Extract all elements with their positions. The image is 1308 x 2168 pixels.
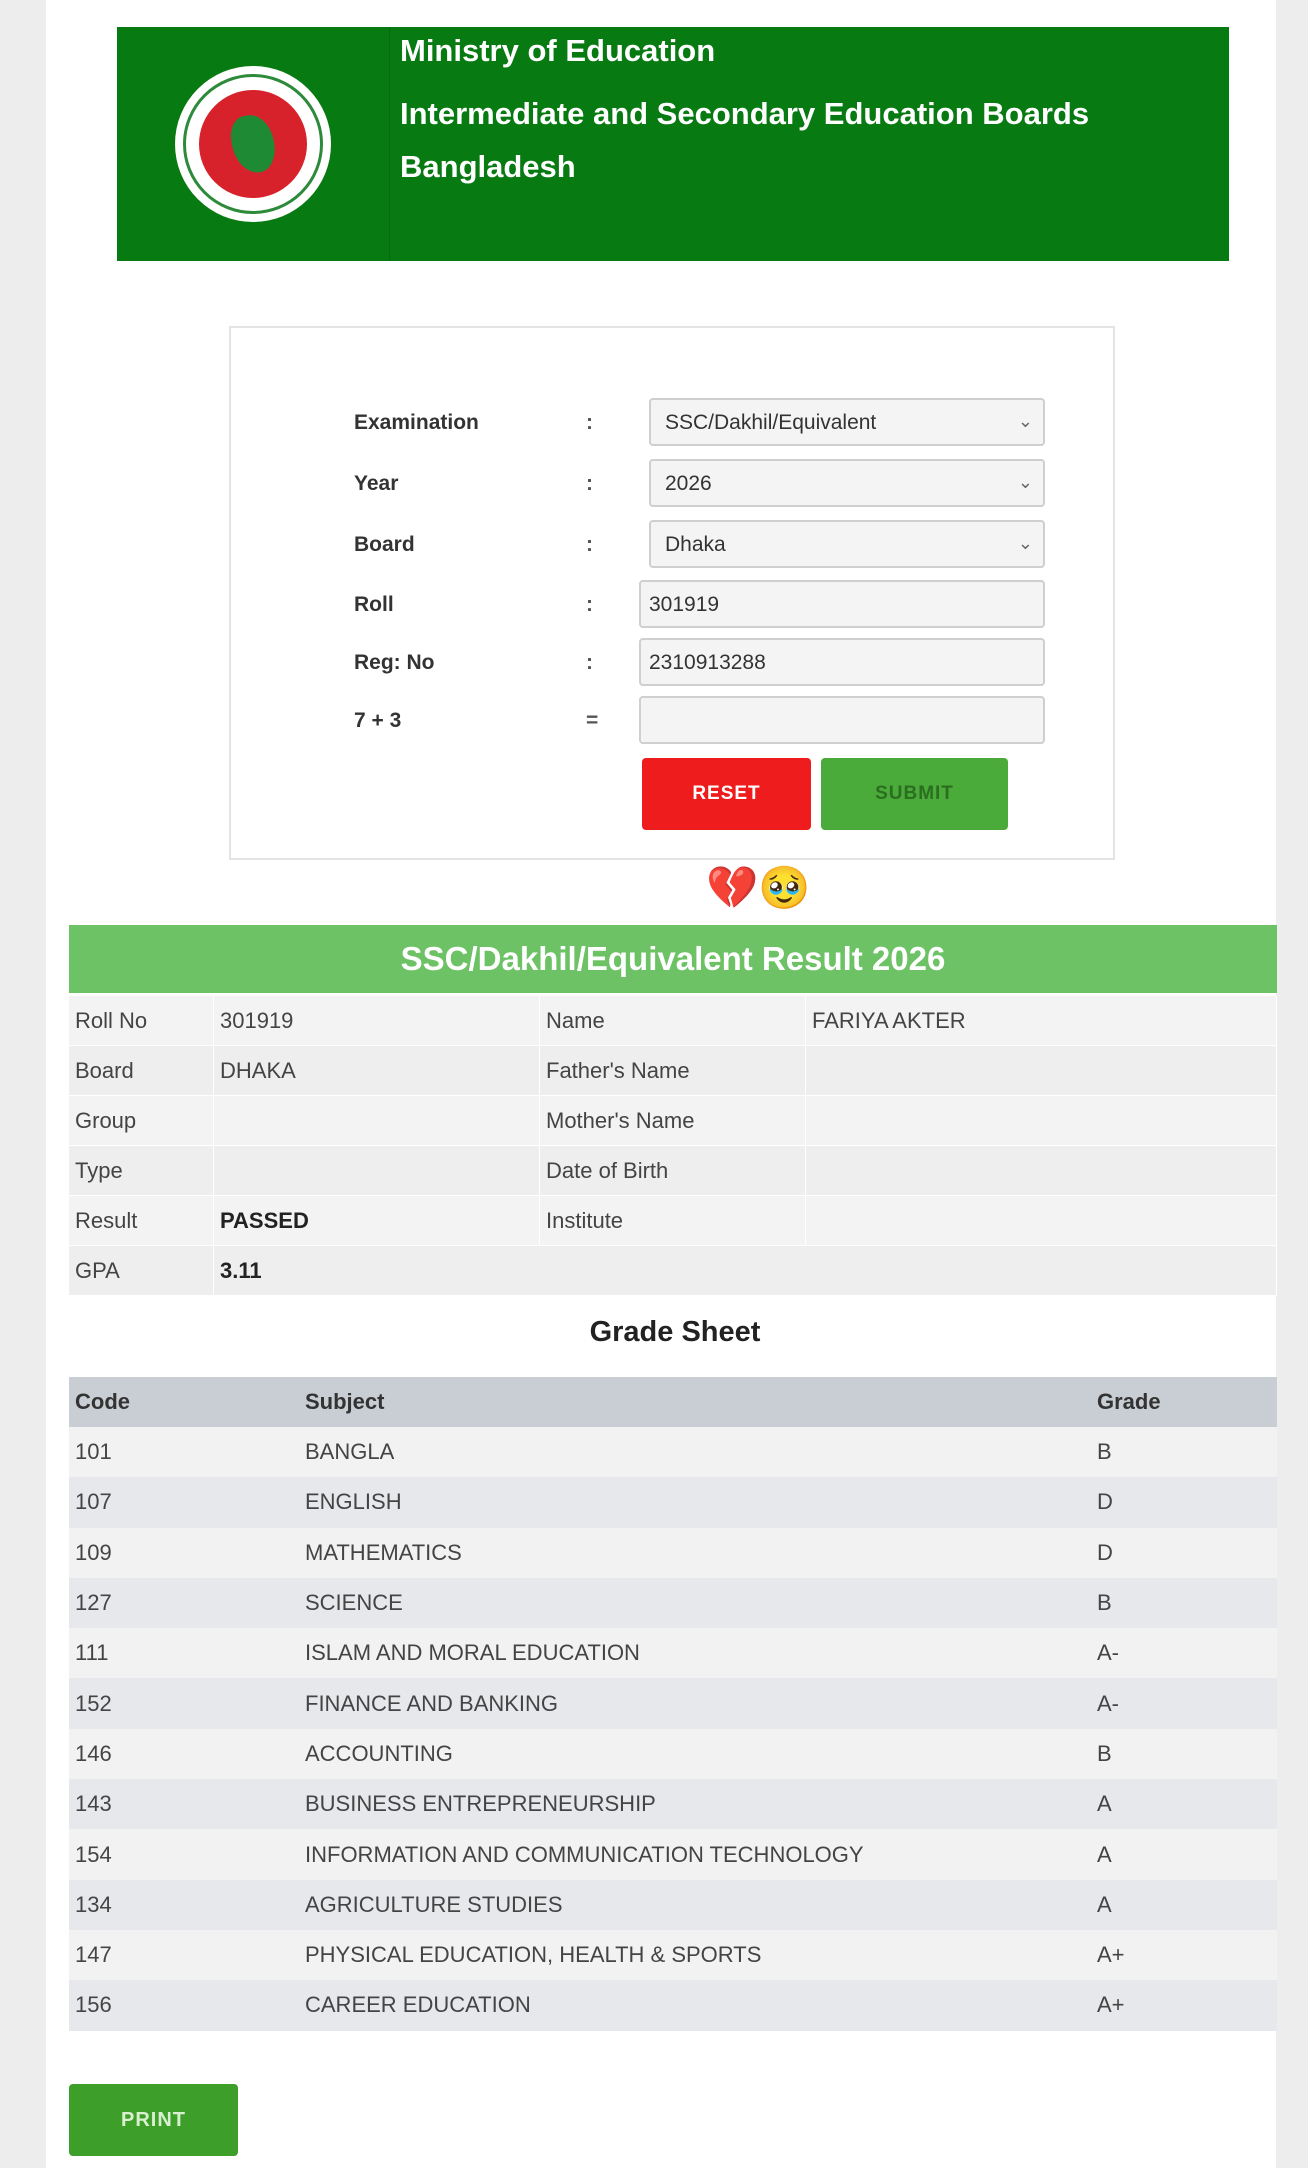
subject-grade: A+ [1091, 1930, 1277, 1980]
site-header [117, 27, 1229, 261]
table-row [69, 1246, 1277, 1296]
examination-selected-value: SSC/Dakhil/Equivalent [665, 411, 877, 434]
subject-code: 146 [69, 1729, 299, 1779]
subject-code: 143 [69, 1779, 299, 1829]
institute-label: Institute [540, 1196, 806, 1246]
result-title: SSC/Dakhil/Equivalent Result 2026 [69, 925, 1277, 993]
year-label: Year [354, 472, 399, 495]
year-selected-value: 2026 [665, 472, 712, 495]
result-label: Result [69, 1196, 214, 1246]
institute-value [806, 1196, 1277, 1246]
logo-container [117, 27, 390, 261]
table-row [69, 1628, 1277, 1678]
subject-grade: A [1091, 1880, 1277, 1930]
year-row [231, 459, 1113, 507]
colon: : [586, 533, 593, 556]
column-header-grade: Grade [1091, 1377, 1277, 1427]
subject-grade: A+ [1091, 1980, 1277, 2030]
subject-name: PHYSICAL EDUCATION, HEALTH & SPORTS [299, 1930, 1091, 1980]
subject-code: 154 [69, 1829, 299, 1879]
subject-code: 101 [69, 1427, 299, 1477]
type-value [214, 1146, 540, 1196]
subject-name: SCIENCE [299, 1578, 1091, 1628]
roll-input[interactable]: 301919 [639, 580, 1045, 628]
reg-label: Reg: No [354, 651, 435, 674]
board-label: Board [354, 533, 415, 556]
mother-name-value [806, 1096, 1277, 1146]
subject-code: 109 [69, 1528, 299, 1578]
captcha-label: 7 + 3 [354, 709, 402, 732]
name-value: FARIYA AKTER [806, 996, 1277, 1046]
dob-value [806, 1146, 1277, 1196]
table-row [69, 1427, 1277, 1477]
page [46, 0, 1276, 2168]
subject-code: 147 [69, 1930, 299, 1980]
father-name-value [806, 1046, 1277, 1096]
reg-row [231, 638, 1113, 686]
table-row [69, 1528, 1277, 1578]
grade-sheet-table [69, 1377, 1277, 2031]
reset-button[interactable]: RESET [642, 758, 811, 830]
student-info-table [69, 996, 1277, 1296]
subject-grade: A- [1091, 1678, 1277, 1728]
subject-name: BUSINESS ENTREPRENEURSHIP [299, 1779, 1091, 1829]
table-row [69, 1146, 1277, 1196]
colon: : [586, 472, 593, 495]
result-value: PASSED [214, 1196, 540, 1246]
subject-name: BANGLA [299, 1427, 1091, 1477]
subject-name: AGRICULTURE STUDIES [299, 1880, 1091, 1930]
subject-grade: B [1091, 1729, 1277, 1779]
subject-name: ENGLISH [299, 1477, 1091, 1527]
table-row [69, 1678, 1277, 1728]
dob-label: Date of Birth [540, 1146, 806, 1196]
reg-input[interactable]: 2310913288 [639, 638, 1045, 686]
board-label: Board [69, 1046, 214, 1096]
subject-grade: D [1091, 1477, 1277, 1527]
subject-code: 111 [69, 1628, 299, 1678]
subject-name: CAREER EDUCATION [299, 1980, 1091, 2030]
board-selected-value: Dhaka [665, 533, 726, 556]
subject-grade: B [1091, 1578, 1277, 1628]
chevron-down-icon: ⌄ [1017, 533, 1033, 553]
roll-no-label: Roll No [69, 996, 214, 1046]
roll-label: Roll [354, 593, 394, 616]
type-label: Type [69, 1146, 214, 1196]
subject-grade: A [1091, 1779, 1277, 1829]
column-header-code: Code [69, 1377, 299, 1427]
table-row [69, 1096, 1277, 1146]
table-row [69, 1930, 1277, 1980]
subject-code: 156 [69, 1980, 299, 2030]
examination-label: Examination [354, 411, 479, 434]
table-header-row [69, 1377, 1277, 1427]
subject-name: INFORMATION AND COMMUNICATION TECHNOLOGY [299, 1829, 1091, 1879]
chevron-down-icon: ⌄ [1017, 472, 1033, 492]
header-country: Bangladesh [400, 149, 576, 184]
year-select[interactable] [649, 459, 1045, 507]
roll-row [231, 580, 1113, 628]
table-row [69, 996, 1277, 1046]
captcha-row [231, 696, 1113, 744]
board-row [231, 520, 1113, 568]
table-row [69, 1196, 1277, 1246]
roll-no-value: 301919 [214, 996, 540, 1046]
colon: : [586, 651, 593, 674]
gpa-value: 3.11 [214, 1246, 1277, 1296]
search-form [229, 326, 1115, 860]
table-row [69, 1477, 1277, 1527]
table-row [69, 1578, 1277, 1628]
subject-grade: B [1091, 1427, 1277, 1477]
mother-name-label: Mother's Name [540, 1096, 806, 1146]
subject-code: 127 [69, 1578, 299, 1628]
group-value [214, 1096, 540, 1146]
header-title-block [390, 27, 1089, 261]
reaction-emoji: 💔🥹 [706, 864, 811, 911]
name-label: Name [540, 996, 806, 1046]
subject-code: 134 [69, 1880, 299, 1930]
father-name-label: Father's Name [540, 1046, 806, 1096]
subject-name: FINANCE AND BANKING [299, 1678, 1091, 1728]
colon: : [586, 411, 593, 434]
subject-grade: D [1091, 1528, 1277, 1578]
board-select[interactable] [649, 520, 1045, 568]
subject-name: ACCOUNTING [299, 1729, 1091, 1779]
column-header-subject: Subject [299, 1377, 1091, 1427]
table-row [69, 1880, 1277, 1930]
subject-name: ISLAM AND MORAL EDUCATION [299, 1628, 1091, 1678]
table-row [69, 1046, 1277, 1096]
group-label: Group [69, 1096, 214, 1146]
subject-code: 107 [69, 1477, 299, 1527]
subject-grade: A [1091, 1829, 1277, 1879]
gpa-label: GPA [69, 1246, 214, 1296]
colon: : [586, 593, 593, 616]
table-row [69, 1829, 1277, 1879]
table-row [69, 1980, 1277, 2030]
captcha-input[interactable] [639, 696, 1045, 744]
table-row [69, 1729, 1277, 1779]
government-seal-icon [175, 66, 331, 222]
header-boards: Intermediate and Secondary Education Boards [400, 96, 1090, 131]
examination-select[interactable] [649, 398, 1045, 446]
equals-sign: = [586, 709, 599, 732]
submit-button[interactable]: SUBMIT [821, 758, 1008, 830]
subject-grade: A- [1091, 1628, 1277, 1678]
header-ministry: Ministry of Education [400, 33, 716, 68]
grade-sheet-heading: Grade Sheet [589, 1316, 761, 1348]
examination-row [231, 398, 1113, 446]
board-value: DHAKA [214, 1046, 540, 1096]
table-row [69, 1779, 1277, 1829]
subject-code: 152 [69, 1678, 299, 1728]
subject-name: MATHEMATICS [299, 1528, 1091, 1578]
chevron-down-icon: ⌄ [1017, 411, 1033, 431]
print-button[interactable]: PRINT [69, 2084, 238, 2156]
